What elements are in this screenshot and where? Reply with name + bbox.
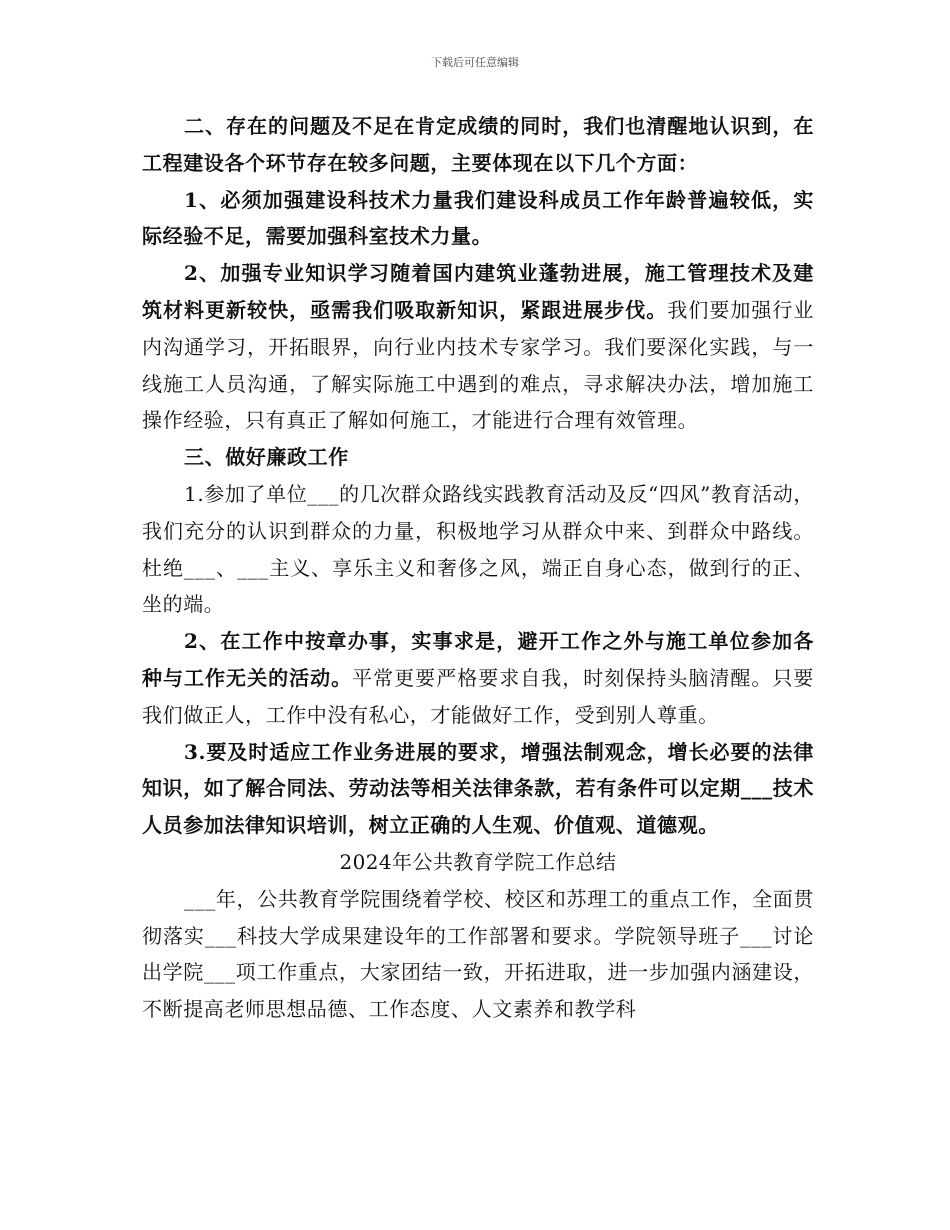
summary-body: ___年，公共教育学院围绕着学校、校区和苏理工的重点工作，全面贯彻落实___科技大学成果建设年的工作部署和要求。学院领导班子___讨论出学院___项工作重点，大家团结一致，开拓进取，进一步加强内涵建设，不断提高老师思想品德、工作态度、人文素养和教学科 — [142, 886, 814, 1022]
section-three-heading — [142, 439, 814, 476]
summary-title: 2024年公共教育学院工作总结 — [339, 849, 617, 874]
section-three-item-3 — [142, 734, 814, 844]
section-two-heading-text: 二、存在的问题及不足在肯定成绩的同时，我们也清醒地认识到，在工程建设各个环节存在较多问题，主要体现在以下几个方面： — [142, 114, 814, 175]
section-three-item-2-text: 平常更要严格要求自我，时刻保持头脑清醒。只要我们做正人，工作中没有私心，才能做好工作，受到别人尊重。 — [142, 665, 815, 727]
section-two-item-2-bold: 2、加强专业知识学习随着国内建筑业蓬勃进展，施工管理技术及建筑材料更新较快，亟需我们吸取新知识，紧跟进展步伐。 — [142, 261, 814, 322]
section-three-heading-text: 三、做好廉政工作 — [184, 445, 349, 470]
section-two-item-1-text: 1、必须加强建设科技术力量我们建设科成员工作年龄普遍较低，实际经验不足，需要加强科室技术力量。 — [142, 187, 814, 249]
section-two-item-2-text: 我们要加强行业内沟通学习，开拓眼界，向行业内技术专家学习。我们要深化实践，与一线施工人员沟通，了解实际施工中遇到的难点，寻求解决办法，增加施工操作经验，只有真正了解如何施工，才能进行合理有效管理。 — [142, 297, 815, 433]
section-three-item-2 — [142, 623, 814, 733]
section-three-item-3-text: 3.要及时适应工作业务进展的要求，增强法制观念，增长必要的法律知识，如了解合同法、劳动法等相关法律条款，若有条件可以定期___技术人员参加法律知识培训，树立正确的人生观、价值观、道德观。 — [142, 739, 814, 838]
section-three-item-2-bold: 2、在工作中按章办事，实事求是，避开工作之外与施工单位参加各种与工作无关的活动。 — [142, 629, 814, 690]
section-two-heading — [142, 108, 814, 182]
document-body — [142, 108, 814, 1028]
section-two-item-1 — [142, 182, 814, 256]
section-two-item-2 — [142, 255, 814, 439]
page-header: 下载后可任意编辑 — [431, 56, 519, 69]
section-three-item-1: 1.参加了单位___的几次群众路线实践教育活动及反“四风”教育活动，我们充分的认识到群众的力量，积极地学习从群众中来、到群众中路线。杜绝___、___主义、享乐主义和奢侈之风，端正自身心态，做到行的正、坐的端。 — [142, 481, 814, 617]
